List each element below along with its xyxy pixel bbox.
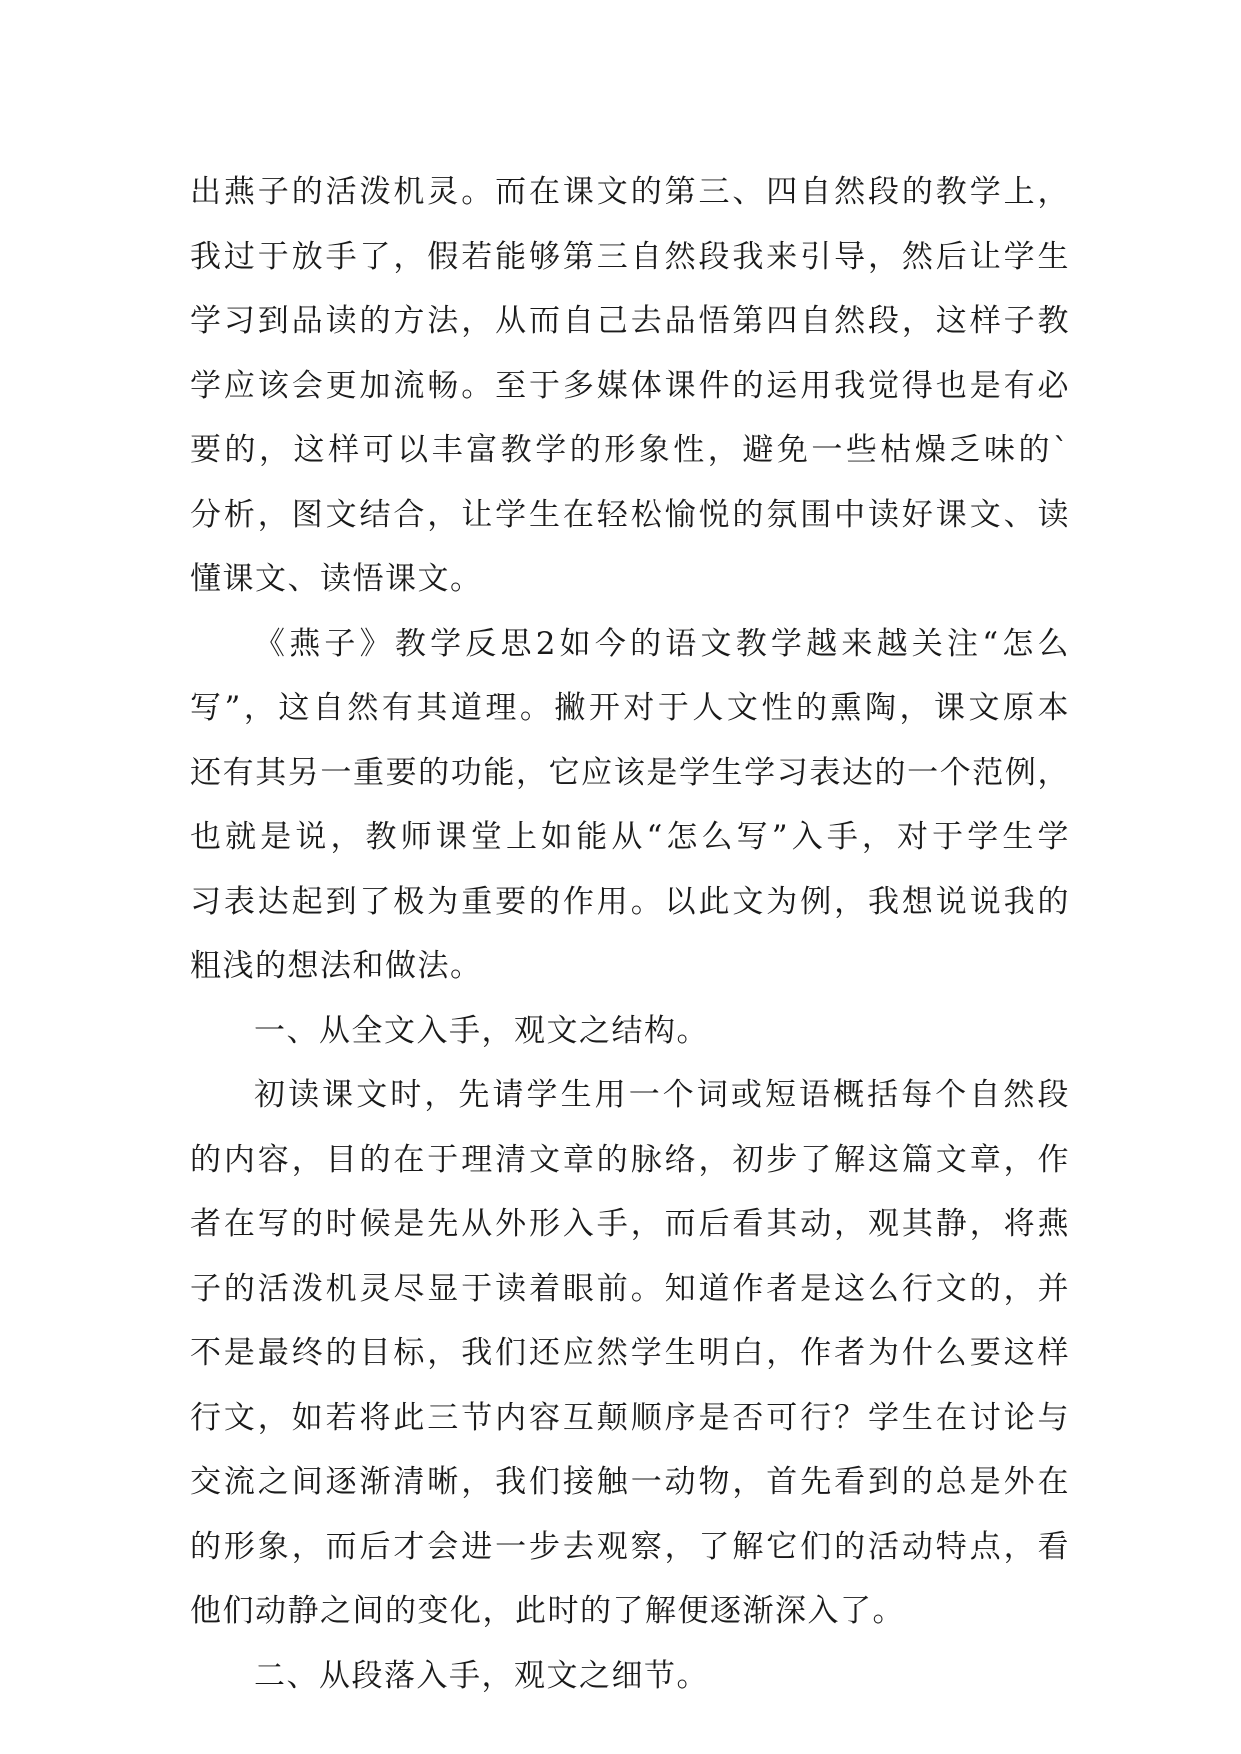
- text-line: 学习到品读的方法，从而自己去品悟第四自然段，这样子教: [190, 303, 1070, 339]
- text-line: 要的，这样可以丰富教学的形象性，避免一些枯燥乏味的`: [190, 432, 1070, 468]
- document-body: [190, 160, 1070, 1708]
- section-heading: 一、从全文入手，观文之结构。: [254, 1012, 709, 1049]
- text-line: 他们动静之间的变化，此时的了解便逐渐深入了。: [190, 1593, 905, 1629]
- text-line: 懂课文、读悟课文。: [190, 561, 483, 597]
- text-line: 不是最终的目标，我们还应然学生明白，作者为什么要这样: [190, 1335, 1070, 1371]
- text-line: 行文，如若将此三节内容互颠顺序是否可行？学生在讨论与: [190, 1399, 1070, 1436]
- text-line: 出燕子的活泼机灵。而在课文的第三、四自然段的教学上，: [190, 174, 1070, 210]
- text-line: 习表达起到了极为重要的作用。以此文为例，我想说说我的: [190, 883, 1070, 920]
- text-line: 分析，图文结合，让学生在轻松愉悦的氛围中读好课文、读: [190, 496, 1070, 533]
- text-line: 子的活泼机灵尽显于读着眼前。知道作者是这么行文的，并: [190, 1270, 1070, 1307]
- text-line: 者在写的时候是先从外形入手，而后看其动，观其静，将燕: [190, 1206, 1070, 1242]
- paragraph-start-line: 初读课文时，先请学生用一个词或短语概括每个自然段: [254, 1077, 1070, 1113]
- text-line: 的内容，目的在于理清文章的脉络，初步了解这篇文章，作: [190, 1141, 1070, 1178]
- text-line: 写”，这自然有其道理。撇开对于人文性的熏陶，课文原本: [190, 690, 1070, 726]
- section-heading: 二、从段落入手，观文之细节。: [254, 1657, 709, 1694]
- text-line: 我过于放手了，假若能够第三自然段我来引导，然后让学生: [190, 238, 1070, 275]
- text-line: 也就是说，教师课堂上如能从“怎么写”入手，对于学生学: [190, 819, 1070, 855]
- paragraph-start-line: 《燕子》教学反思2如今的语文教学越来越关注“怎么: [254, 625, 1070, 662]
- text-line: 粗浅的想法和做法。: [190, 948, 483, 984]
- text-line: 还有其另一重要的功能，它应该是学生学习表达的一个范例，: [190, 754, 1070, 791]
- text-line: 交流之间逐渐清晰，我们接触一动物，首先看到的总是外在: [190, 1464, 1070, 1500]
- text-line: 学应该会更加流畅。至于多媒体课件的运用我觉得也是有必: [190, 367, 1070, 404]
- text-line: 的形象，而后才会进一步去观察，了解它们的活动特点，看: [190, 1528, 1070, 1565]
